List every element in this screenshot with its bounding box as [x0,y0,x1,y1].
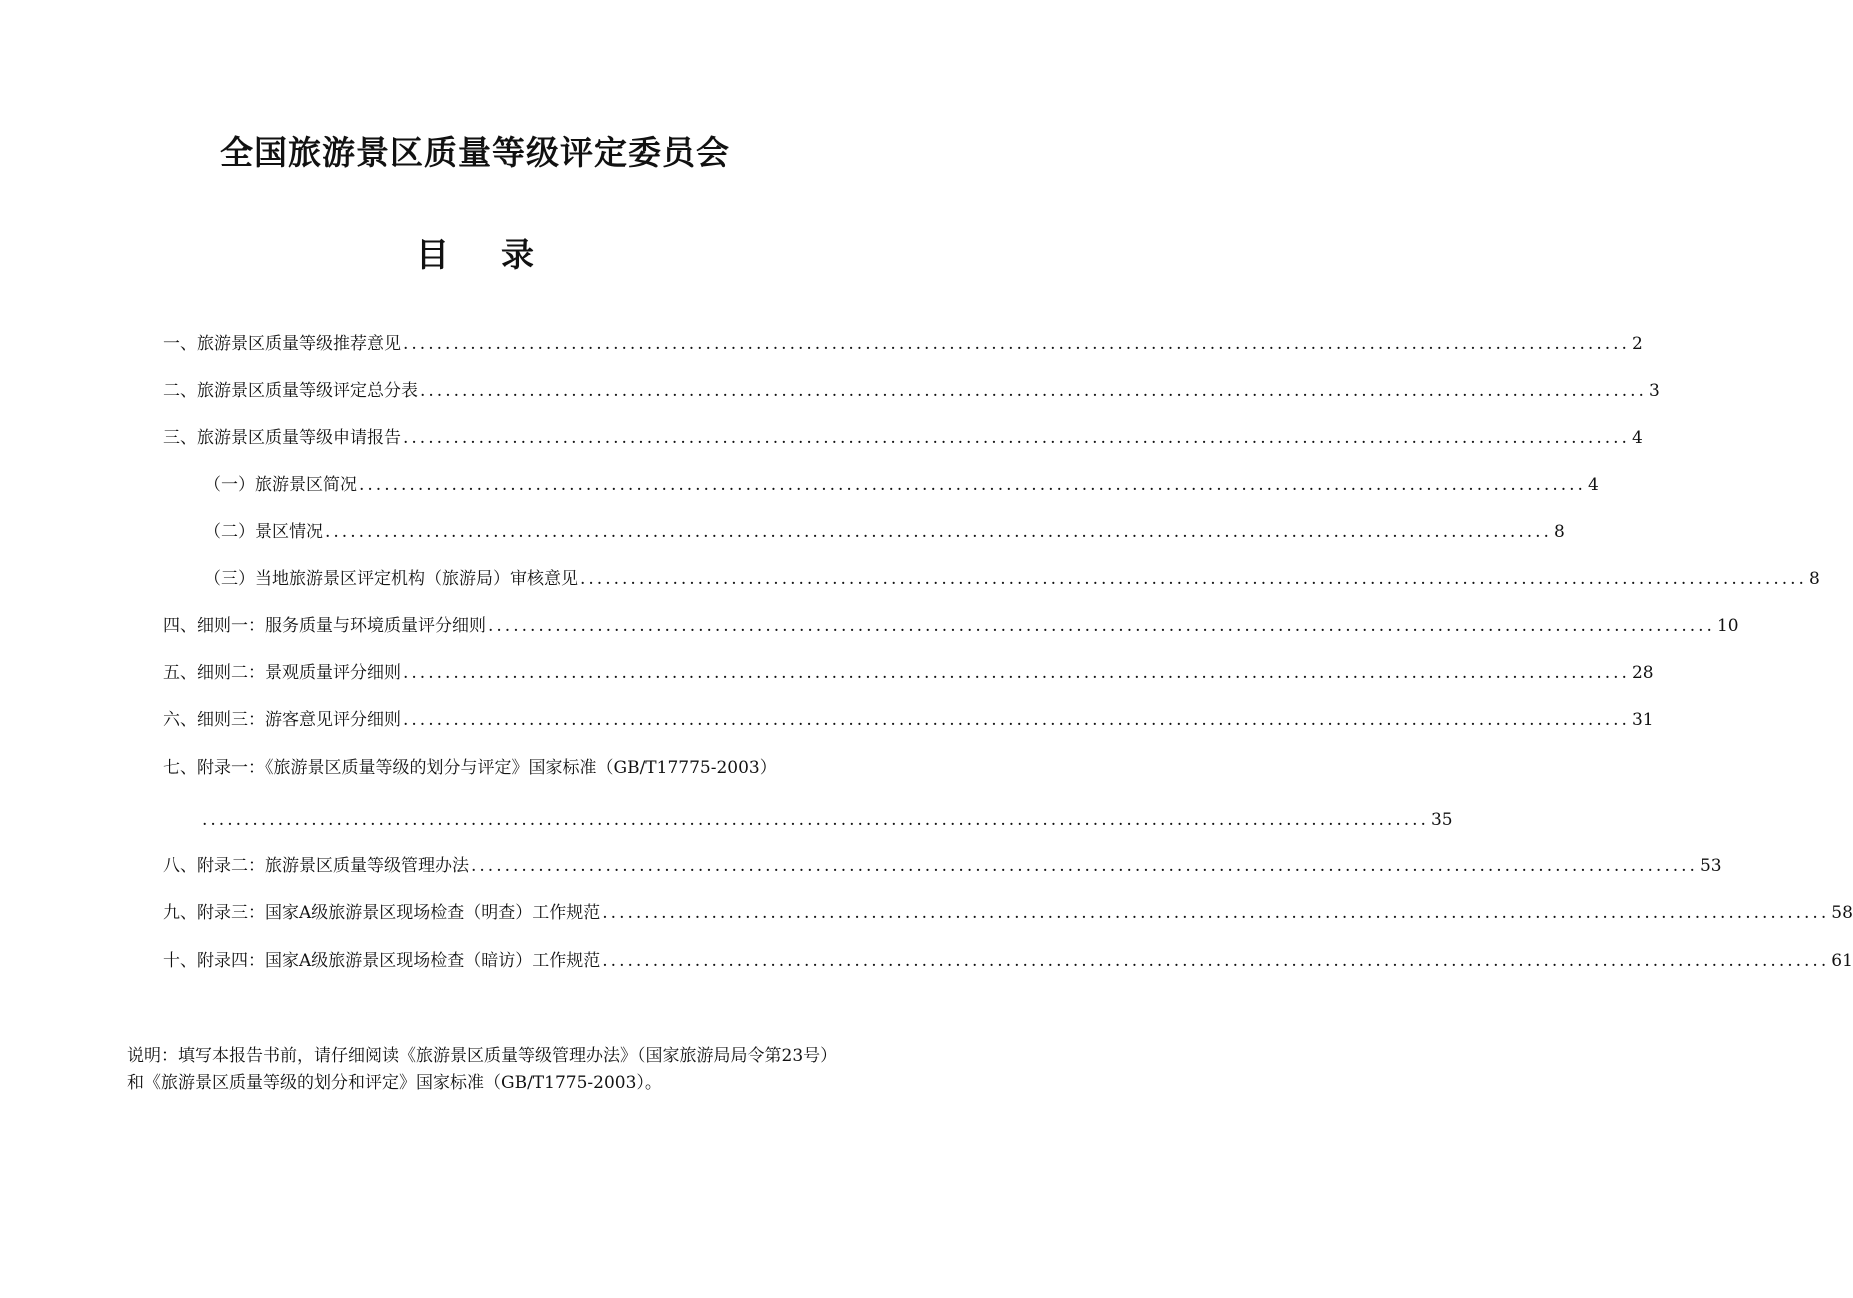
toc-dot-leader: .................................................................................................................................................. [403,334,1630,354]
toc-entry-page: 3 [1648,381,1660,401]
toc-entry[interactable] [163,901,1853,925]
toc-entry-page: 31 [1631,710,1654,730]
toc-entry-label: 三、旅游景区质量等级申请报告 [163,428,401,448]
toc-dot-leader: .................................................................................................................................................. [488,616,1715,636]
toc-entry-page: 8 [1553,522,1565,542]
toc-dot-leader: .................................................................................................................................................. [403,428,1630,448]
toc-subentry[interactable] [204,567,1820,591]
toc-dot-leader: .................................................................................................................................................. [580,569,1807,589]
toc-entry[interactable] [163,332,1643,356]
toc-entry-label: （一）旅游景区简况 [204,475,357,495]
toc-entry[interactable] [163,379,1660,403]
toc-entry-page: 61 [1831,951,1853,971]
toc-entry-label: （二）景区情况 [204,522,323,542]
toc-entry-label: 二、旅游景区质量等级评定总分表 [163,381,418,401]
toc-dot-leader: .................................................................................................................................................. [202,810,1429,830]
toc-entry-label: 七、附录一：《旅游景区质量等级的划分与评定》国家标准（GB/T17775-2003） [163,758,777,778]
toc-entry-wrapped[interactable] [163,756,777,780]
toc-dot-leader: .................................................................................................................................................. [471,856,1698,876]
toc-dot-leader: .................................................................................................................................................. [420,381,1647,401]
toc-entry-label: 五、细则二：景观质量评分细则 [163,663,401,683]
toc-entry-page: 2 [1631,334,1643,354]
toc-dot-leader: .................................................................................................................................................. [602,951,1830,971]
toc-heading-right: 录 [501,235,534,274]
toc-entry[interactable] [163,708,1654,732]
toc-entry-page: 53 [1699,856,1722,876]
toc-subentry[interactable] [204,473,1599,497]
toc-entry[interactable] [163,854,1722,878]
toc-entry-label: 十、附录四：国家A级旅游景区现场检查（暗访）工作规范 [163,951,601,971]
toc-entry-page: 8 [1808,569,1820,589]
toc-entry[interactable] [163,661,1654,685]
toc-dot-leader: .................................................................................................................................................. [602,903,1830,923]
toc-dot-leader: .................................................................................................................................................. [325,522,1552,542]
toc-entry-page: 28 [1631,663,1654,683]
instructions-note: 说明：填写本报告书前，请仔细阅读《旅游景区质量等级管理办法》（国家旅游局局令第23号）和《旅游景区质量等级的划分和评定》国家标准（GB/T1775-2003）。 [127,1046,829,1093]
toc-dot-leader: .................................................................................................................................................. [403,710,1630,730]
toc-entry-label: 六、细则三：游客意见评分细则 [163,710,401,730]
document-title: 全国旅游景区质量等级评定委员会 [220,133,730,172]
toc-entry-label: 四、细则一：服务质量与环境质量评分细则 [163,616,486,636]
toc-dot-leader: .................................................................................................................................................. [403,663,1630,683]
toc-entry[interactable] [163,426,1643,450]
toc-entry-label: （三）当地旅游景区评定机构（旅游局）审核意见 [204,569,578,589]
toc-entry-label: 八、附录二：旅游景区质量等级管理办法 [163,856,469,876]
toc-entry-label: 一、旅游景区质量等级推荐意见 [163,334,401,354]
toc-entry-page: 35 [1430,810,1453,830]
toc-entry[interactable] [163,949,1853,973]
toc-entry[interactable] [163,614,1739,638]
toc-entry-page: 58 [1831,903,1853,923]
toc-heading-left: 目 [416,235,449,274]
toc-dot-leader: .................................................................................................................................................. [359,475,1586,495]
toc-entry-page: 4 [1631,428,1643,448]
toc-entry-page: 10 [1716,616,1739,636]
toc-entry-label: 九、附录三：国家A级旅游景区现场检查（明查）工作规范 [163,903,601,923]
toc-subentry[interactable] [204,520,1565,544]
toc-entry-page: 4 [1587,475,1599,495]
toc-entry-continuation[interactable] [202,808,1453,832]
